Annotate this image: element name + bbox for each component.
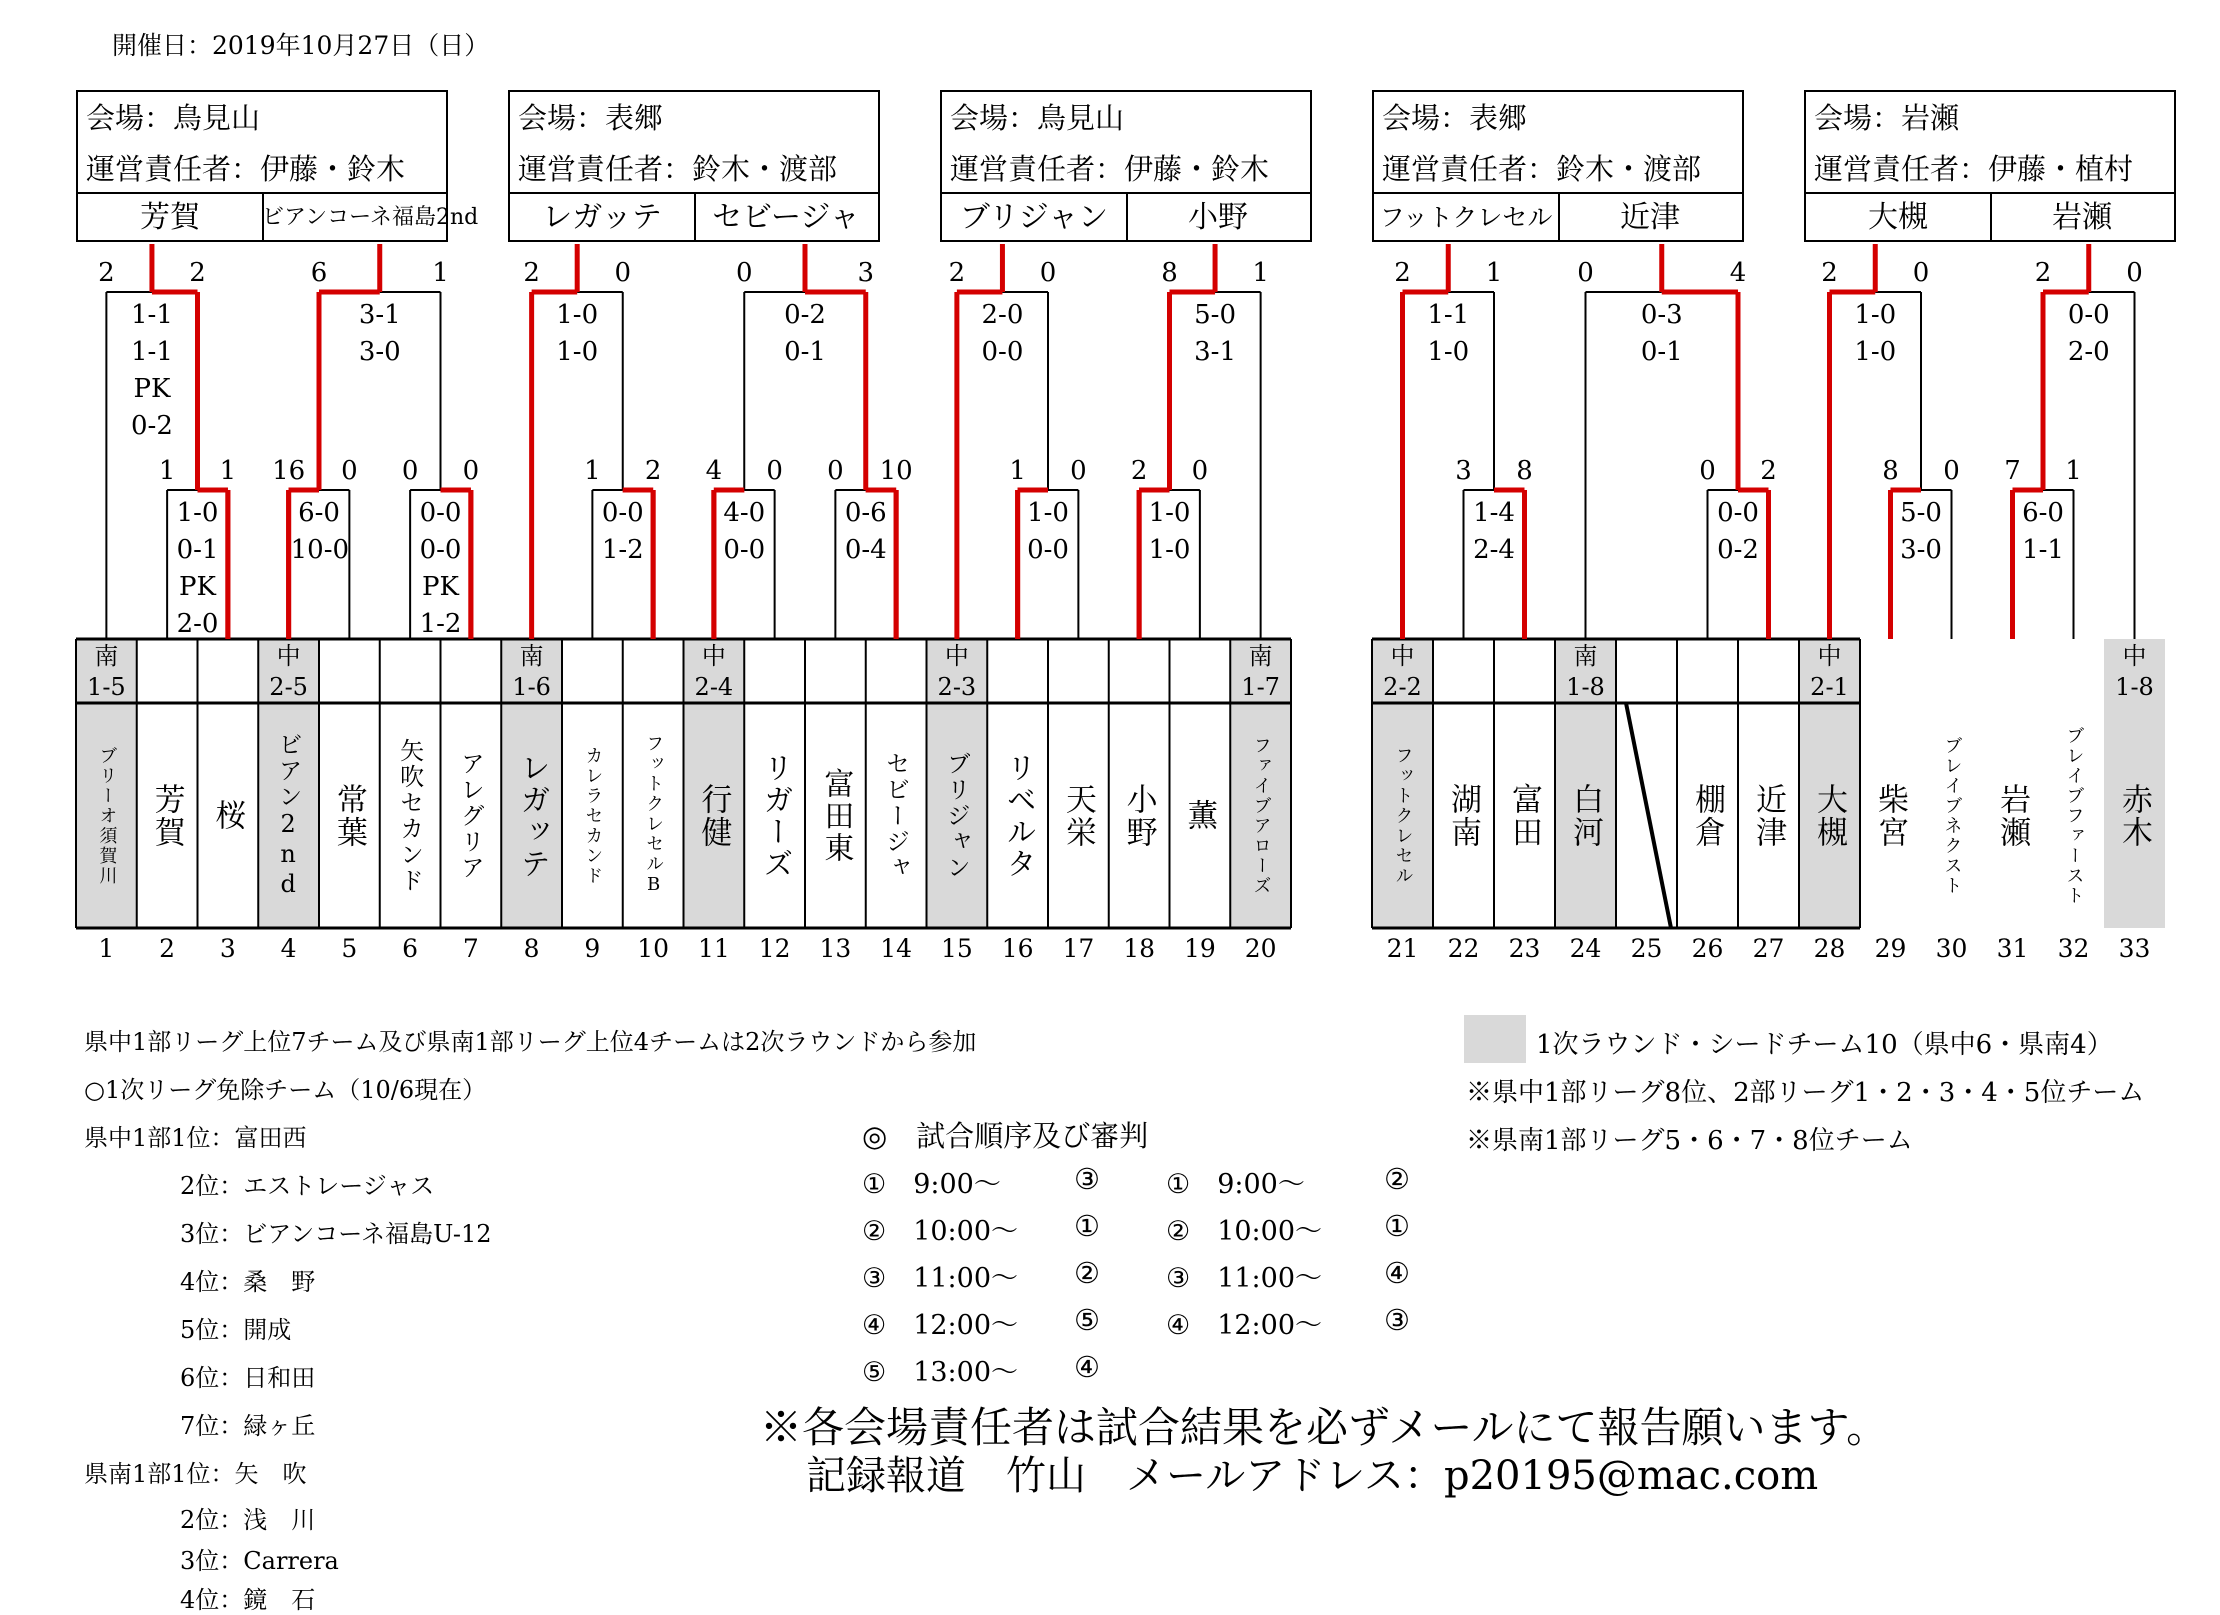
kennan-1: 県南1部1位：矢 吹 [84,1460,307,1488]
schedule-cell: ③ 11:00〜 [862,1263,1019,1294]
schedule-cell: ③ 11:00〜 [1166,1263,1323,1294]
venue-team-a: レガッテ [542,200,662,235]
seed-label: 中 2-1 [1810,642,1849,701]
r1-score-a: 1 [158,456,176,486]
team-number: 33 [2118,934,2151,963]
team-name: 桜 [209,799,246,832]
r1-score-a: 7 [2004,456,2021,486]
team-name: 岩瀬 [1994,782,2030,849]
r2-detail: 2-0 [2067,337,2110,367]
r2-score-a: 2 [1821,258,1838,288]
r2-detail: 1-1 [131,300,173,330]
team-name: 棚倉 [1689,782,1725,849]
team-number: 23 [1508,934,1541,963]
r1-score-a: 4 [705,456,723,486]
r1-score-b: 2 [1760,456,1777,486]
venue-team-b: 小野 [1188,200,1248,235]
venue-manager: 運営責任者：伊藤・鈴木 [86,152,406,186]
team-name: フットクレセルB [643,734,665,897]
r1-detail: 0-0 [419,535,462,565]
schedule-cell: ④ 12:00〜 [862,1310,1019,1341]
r1-score-b: 0 [1943,456,1960,486]
footer-notice: ※各会場責任者は試合結果を必ずメールにて報告願います。 [760,1403,1889,1452]
team-name: ブレイブネクスト [1941,735,1963,896]
r2-detail: 3-0 [358,337,401,367]
r2-score-a: 2 [2034,258,2052,288]
r1-detail: 0-0 [419,498,462,528]
team-name: 天栄 [1059,782,1096,849]
r2-score-b: 0 [1039,258,1057,288]
team-name: 常葉 [330,782,367,849]
team-name: 薫 [1181,799,1218,832]
venue-team-a: フットクレセル [1379,203,1553,232]
team-number: 26 [1691,934,1724,963]
kennan-4: 4位：鏡 石 [180,1586,316,1614]
r2-detail: 0-2 [131,411,173,441]
team-name: 富田東 [818,767,854,864]
team-number: 6 [402,934,419,963]
seed-label: 中 2-4 [694,642,734,701]
team-name: ファイブアローズ [1250,735,1272,896]
schedule-cell: ⑤ 13:00〜 [862,1357,1019,1388]
team-name: ブリーオ須賀川 [96,745,118,886]
venue-name: 会場：表郷 [518,101,664,135]
r2-score-b: 2 [189,258,206,288]
venue-team-b: 岩瀬 [2052,200,2112,235]
team-name: ブリジャン [942,750,971,881]
team-number: 3 [219,934,236,963]
team-number: 10 [637,934,670,963]
team-name: ブレイブファースト [2063,725,2085,906]
r2-score-b: 0 [2126,258,2143,288]
kenchu-3: 3位：ビアンコーネ福島U-12 [180,1220,492,1248]
kenchu-2: 2位：エストレージャス [180,1172,435,1200]
schedule-cell: ② [1384,1162,1410,1196]
team-number: 29 [1874,934,1907,963]
schedule-cell: ③ [1384,1303,1410,1337]
team-number: 7 [462,934,479,963]
kennan-2: 2位：浅 川 [180,1506,316,1534]
team-number: 13 [819,934,852,963]
team-name: レガッテ [514,751,550,880]
r1-detail: 0-0 [1027,535,1069,565]
r2-detail: 5-0 [1194,300,1236,330]
team-name: リガーズ [757,751,793,880]
schedule-cell: ③ [1074,1162,1100,1196]
r2-score-a: 0 [1577,258,1594,288]
team-number: 2 [159,934,176,963]
venue-team-b: 近津 [1620,200,1680,235]
r1-detail: 4-0 [723,498,766,528]
venue-name: 会場：岩瀬 [1814,101,1960,135]
r1-detail: 2-4 [1473,535,1515,565]
venue-team-b: セビージャ [712,200,860,235]
seed-label: 南 1-7 [1241,642,1280,701]
r1-detail: 0-6 [844,498,887,528]
venue-name: 会場：表郷 [1382,101,1528,135]
schedule-cell: ① [1384,1209,1410,1243]
r1-detail: PK [179,572,216,602]
schedule-cell: ⑤ [1074,1303,1100,1337]
seed-legend-swatch [1464,1015,1526,1063]
r2-detail: 3-1 [358,300,401,330]
team-name: フットクレセル [1392,745,1414,886]
r1-score-a: 2 [1130,456,1148,486]
team-number: 4 [280,934,297,963]
r2-score-b: 4 [1729,258,1747,288]
kenchu-7: 7位：緑ヶ丘 [180,1412,316,1440]
r2-detail: 1-1 [1427,300,1470,330]
r2-score-a: 2 [523,258,540,288]
r1-score-b: 10 [879,456,913,486]
team-number: 17 [1062,934,1095,963]
team-number: 27 [1752,934,1785,963]
team-number: 21 [1386,934,1419,963]
team-name: ビアン2nd [274,731,303,900]
r1-detail: PK [422,572,459,602]
team-number: 22 [1447,934,1480,963]
r1-score-a: 0 [827,456,844,486]
team-number: 28 [1813,934,1846,963]
seed-label: 南 1-6 [512,642,551,701]
r1-detail: 0-0 [601,498,644,528]
schedule-title: ◎ 試合順序及び審判 [862,1119,1149,1153]
schedule-cell: ④ [1074,1350,1100,1384]
r2-detail: PK [133,374,171,404]
kenchu-5: 5位：開成 [180,1316,292,1344]
schedule-cell: ② [1074,1256,1100,1290]
team-number: 9 [584,934,601,963]
venue-name: 会場：鳥見山 [86,101,261,135]
team-name: カレラセカンド [582,745,604,886]
venue-name: 会場：鳥見山 [950,101,1125,135]
event-date: 開催日：2019年10月27日（日） [112,31,490,60]
kenchu-6: 6位：日和田 [180,1364,316,1392]
r2-detail: 3-1 [1194,337,1236,367]
team-number: 25 [1630,934,1663,963]
r1-detail: 3-0 [1900,535,1942,565]
r1-detail: 0-0 [723,535,766,565]
team-number: 5 [341,934,358,963]
r2-score-b: 1 [1252,258,1269,288]
r2-detail: 2-0 [981,300,1024,330]
team-number: 14 [880,934,913,963]
r1-detail: 1-4 [1473,498,1515,528]
team-number: 31 [1996,934,2029,963]
footer-contact: 記録報道 竹山 メールアドレス：p20195@mac.com [806,1453,1819,1499]
team-name: 白河 [1567,782,1603,849]
team-number: 15 [940,934,973,963]
team-name: 芳賀 [148,782,185,849]
r1-score-b: 1 [2065,456,2082,486]
team-number: 1 [98,934,115,963]
kenchu-1: 県中1部1位：富田西 [84,1124,307,1152]
team-number: 20 [1244,934,1277,963]
r1-detail: 1-0 [1148,535,1191,565]
r1-detail: 1-0 [1027,498,1069,528]
r1-score-b: 1 [219,456,237,486]
schedule-cell: ② 10:00〜 [1166,1216,1323,1247]
r1-detail: 0-0 [1717,498,1759,528]
r2-score-a: 6 [310,258,328,288]
r1-score-a: 1 [1009,456,1026,486]
legend-line-2: ※県中1部リーグ8位、2部リーグ1・2・3・4・5位チーム [1466,1078,2145,1108]
schedule-cell: ④ 12:00〜 [1166,1310,1323,1341]
team-name: 近津 [1750,782,1786,849]
seed-label: 中 2-2 [1383,642,1422,701]
schedule-cell: ② 10:00〜 [862,1216,1019,1247]
r1-detail: 6-0 [298,498,340,528]
r2-detail: 1-0 [1854,337,1897,367]
r2-detail: 0-0 [2067,300,2110,330]
r1-score-b: 0 [766,456,783,486]
venue-team-b: ビアンコーネ福島2nd [262,205,479,230]
r2-score-a: 2 [1394,258,1411,288]
r2-detail: 0-0 [981,337,1024,367]
r1-score-a: 0 [401,456,419,486]
r1-score-b: 0 [1191,456,1209,486]
team-number: 24 [1569,934,1602,963]
team-name: 赤木 [2116,782,2152,849]
r1-detail: 0-1 [176,535,219,565]
r2-detail: 1-0 [1427,337,1470,367]
r2-detail: 1-1 [131,337,173,367]
seed-label: 南 1-8 [1566,642,1605,701]
r1-detail: 1-2 [601,535,644,565]
r2-score-b: 3 [857,258,875,288]
r1-detail: 0-2 [1717,535,1759,565]
r2-score-a: 2 [98,258,115,288]
team-number: 12 [758,934,791,963]
team-number: 18 [1123,934,1156,963]
r2-detail: 1-0 [556,337,599,367]
team-name: セビージャ [881,750,910,881]
team-number: 11 [697,934,730,963]
r1-detail: 10-0 [290,535,350,565]
r1-detail: 0-4 [844,535,887,565]
r1-detail: 6-0 [2022,498,2064,528]
r1-score-b: 0 [462,456,480,486]
r1-score-a: 3 [1455,456,1472,486]
team-number: 30 [1935,934,1968,963]
team-name: 大槻 [1811,782,1847,849]
team-name: 湖南 [1445,782,1481,849]
r1-detail: 1-0 [176,498,219,528]
team-name: 富田 [1506,782,1542,849]
r1-score-a: 1 [584,456,601,486]
team-number: 16 [1001,934,1034,963]
venue-team-a: 芳賀 [140,200,200,235]
venue-manager: 運営責任者：鈴木・渡部 [1382,152,1702,186]
team-name: 矢吹セカンド [395,737,424,894]
r2-score-a: 0 [735,258,753,288]
seed-label: 中 2-3 [937,642,977,701]
r2-score-b: 0 [1912,258,1930,288]
r1-score-a: 0 [1699,456,1716,486]
r2-detail: 1-0 [556,300,599,330]
r1-detail: 1-0 [1148,498,1191,528]
schedule-cell: ① 9:00〜 [1166,1169,1305,1200]
r1-detail: 5-0 [1900,498,1942,528]
r2-score-b: 0 [614,258,632,288]
r1-score-b: 0 [1070,456,1087,486]
r2-detail: 0-3 [1640,300,1683,330]
r2-score-b: 1 [1485,258,1503,288]
seed-label: 南 1-5 [87,642,126,701]
venue-manager: 運営責任者：伊藤・植村 [1814,152,2134,186]
r1-detail: 1-1 [2022,535,2064,565]
schedule-cell: ① 9:00〜 [862,1169,1001,1200]
team-name: リベルタ [1000,751,1036,880]
team-name: 柴宮 [1872,782,1908,849]
r1-score-a: 16 [272,456,306,486]
schedule-cell: ④ [1384,1256,1410,1290]
r2-score-a: 2 [948,258,966,288]
r2-score-b: 1 [432,258,449,288]
legend-line-1: 1次ラウンド・シードチーム10（県中6・県南4） [1536,1030,2113,1060]
team-number: 19 [1183,934,1216,963]
r2-detail: 0-2 [784,300,826,330]
team-number: 8 [523,934,540,963]
seed-label: 中 1-8 [2115,642,2154,701]
r1-score-a: 8 [1882,456,1899,486]
team-name: 行健 [695,782,732,849]
team-name [1616,707,1677,924]
note-line-1: 県中1部リーグ上位7チーム及び県南1部リーグ上位4チームは2次ラウンドから参加 [84,1028,977,1056]
venue-manager: 運営責任者：伊藤・鈴木 [950,152,1270,186]
note-line-2: ○1次リーグ免除チーム（10/6現在） [84,1076,487,1104]
seed-label: 中 2-5 [269,642,308,701]
kennan-3: 3位：Carrera [180,1547,339,1575]
r2-score-a: 8 [1161,258,1178,288]
r2-detail: 1-0 [1854,300,1897,330]
team-number: 32 [2057,934,2090,963]
r1-score-b: 0 [341,456,358,486]
r1-detail: 2-0 [176,609,219,639]
team-name: アレグリア [456,750,485,881]
venue-team-a: 大槻 [1868,200,1928,235]
r2-detail: 0-1 [784,337,826,367]
kenchu-4: 4位：桑 野 [180,1268,316,1296]
r1-detail: 1-2 [419,609,462,639]
team-name: 小野 [1120,782,1157,849]
r1-score-b: 8 [1516,456,1533,486]
schedule-cell: ① [1074,1209,1100,1243]
legend-line-3: ※県南1部リーグ5・6・7・8位チーム [1466,1126,1913,1156]
venue-team-a: ブリジャン [959,200,1109,235]
r1-score-b: 2 [644,456,662,486]
r2-detail: 0-1 [1640,337,1683,367]
venue-manager: 運営責任者：鈴木・渡部 [518,152,838,186]
